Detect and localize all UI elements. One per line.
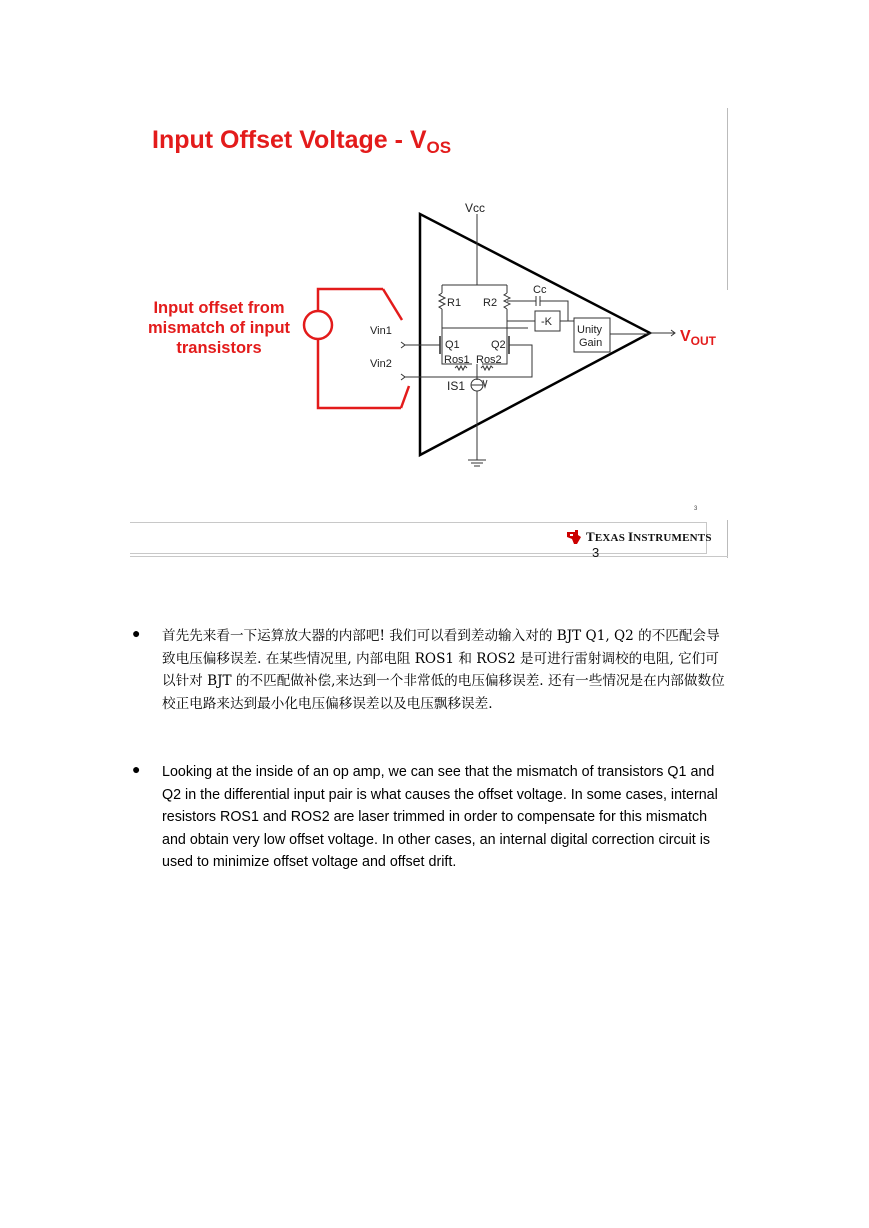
label-ros2: Ros2 (476, 354, 502, 366)
slide-bottom-rule (130, 556, 728, 557)
label-vout: $V_{OUT}$ (680, 328, 717, 348)
label-vin1: Vin1 (370, 325, 392, 337)
label-vin2: Vin2 (370, 358, 392, 370)
label-ros1: Ros1 (444, 354, 470, 366)
label-q1: Q1 (445, 339, 460, 351)
slide-page-small: 3 (694, 506, 698, 512)
label-q2: Q2 (491, 339, 506, 351)
ti-chip-icon (566, 529, 582, 545)
label-r2: R2 (483, 297, 498, 309)
slide-border-right-lower (727, 520, 728, 558)
slide-page-number: 3 (592, 545, 600, 560)
note-chinese (132, 625, 732, 715)
texas-instruments-logo (566, 529, 712, 545)
bullet-icon: ● (132, 625, 141, 641)
slide-image (130, 108, 728, 558)
slide-title: Input Offset Voltage - $V_{OS}$ (152, 126, 452, 157)
offset-source-loop (304, 289, 409, 408)
label-r1: R1 (447, 297, 462, 309)
note-english-text: Looking at the inside of an op amp, we can see that the mismatch of transistors Q1 and Q2 in the differential input pair is what causes the offset voltage. In some cases, internal resistors ROS1 and ROS2 are laser trimmed in order to compensate for this mismatch and obtain very low offset voltage. In other cases, an internal digital correction circuit is used to minimize offset voltage and offset drift. (162, 764, 718, 870)
label-k: -K (541, 316, 552, 328)
bullet-icon: ● (132, 761, 141, 777)
note-chinese-text: 首先先来看一下运算放大器的内部吧! 我们可以看到差动输入对的 BJT Q1, Q2 的不匹配会导致电压偏移误差. 在某些情况里, 内部电阻 ROS1 和 ROS2 是可进行雷射调校的电阻, 它们可以针对 BJT 的不匹配做补偿,来达到一个非常低的电压偏移误差. 还有一些情况是在内部做数位校正电路来达到最小化电压偏移误差以及电压飘移误差. (162, 628, 725, 712)
label-cc: Cc (533, 284, 547, 296)
ti-logo-text: TEXAS INSTRUMENTS (586, 529, 712, 544)
offset-annotation: Input offset from mismatch of input transistors (147, 299, 291, 357)
label-unity-gain-2: Gain (579, 337, 603, 349)
op-amp-circuit-diagram (130, 108, 728, 518)
label-unity-gain-1: Unity (577, 324, 603, 336)
label-vcc: Vcc (465, 201, 486, 215)
label-is1: IS1 (447, 379, 466, 393)
note-english (132, 761, 732, 874)
